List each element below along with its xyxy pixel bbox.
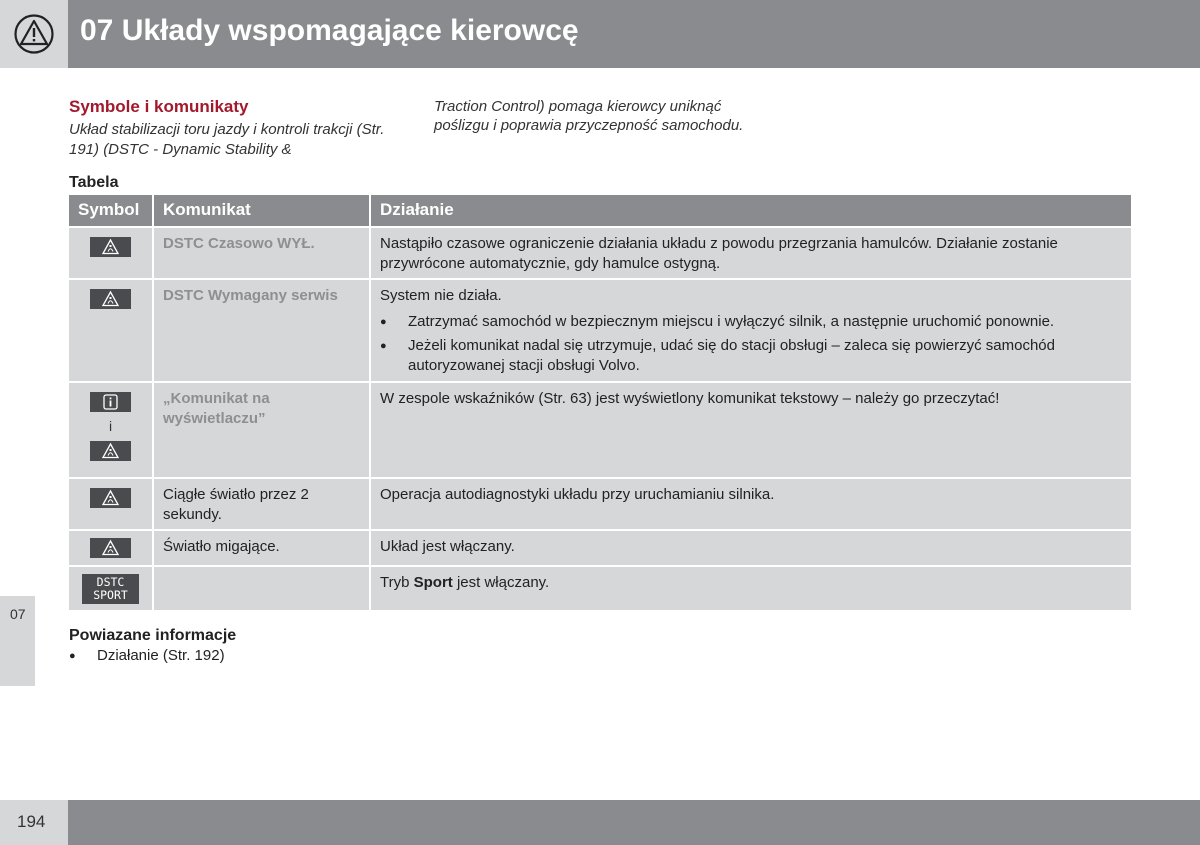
message-cell <box>154 567 369 610</box>
column-header-action: Działanie <box>371 195 1131 226</box>
column-header-symbol: Symbol <box>69 195 152 226</box>
action-text-post: jest włączany. <box>452 574 550 591</box>
section-title: Symbole i komunikaty <box>69 97 249 116</box>
intro-text-right: Traction Control) pomaga kierowcy uniknąć poślizgu i poprawia przyczepność samochodu. <box>434 98 744 134</box>
message-cell: Światło migające. <box>154 531 369 565</box>
message-cell: Ciągłe światło przez 2 sekundy. <box>154 479 369 529</box>
page-header <box>0 0 1200 68</box>
chapter-side-tab <box>0 596 35 686</box>
action-text-bold: Sport <box>413 574 453 591</box>
action-cell: Nastąpiło czasowe ograniczenie działania układu z powodu przegrzania hamulców. Działanie zostanie przywrócone automatycznie, gdy hamulce ostygną. <box>371 228 1131 278</box>
table-header-row <box>69 195 1131 226</box>
warning-triangle-icon <box>13 14 55 54</box>
dstc-warning-icon <box>90 289 131 309</box>
table-row <box>69 280 1131 381</box>
symbol-cell <box>69 228 152 278</box>
symbol-cell <box>69 531 152 565</box>
table-row <box>69 383 1131 477</box>
column-header-message: Komunikat <box>154 195 369 226</box>
message-cell: „Komunikat na wyświetlaczu” <box>154 383 369 477</box>
dstc-sport-line-1: DSTC <box>96 575 125 589</box>
table-row <box>69 228 1131 278</box>
related-info-title: Powiazane informacje <box>69 627 237 644</box>
action-cell: W zespole wskaźników (Str. 63) jest wyświetlony komunikat tekstowy – należy go przeczytać! <box>371 383 1131 477</box>
dstc-warning-icon <box>90 441 131 461</box>
page-footer <box>0 800 1200 845</box>
symbol-cell <box>69 479 152 529</box>
page-number-box <box>0 800 68 845</box>
table-label: Tabela <box>69 174 119 191</box>
dstc-sport-line-2: SPORT <box>93 588 128 602</box>
list-item: ● Zatrzymać samochód w bezpiecznym miejscu i wyłączyć silnik, a następnie uruchomić ponownie. <box>380 312 1123 332</box>
chapter-side-tab-label: 07 <box>10 606 26 622</box>
message-cell: DSTC Wymagany serwis <box>154 280 369 381</box>
action-cell: Operacja autodiagnostyki układu przy uruchamianiu silnika. <box>371 479 1131 529</box>
list-item: ● Jeżeli komunikat nadal się utrzymuje, udać się do stacji obsługi – zaleca się powierzyć samochód autoryzowanej stacji obsługi Volvo. <box>380 336 1123 376</box>
dstc-warning-icon <box>90 488 131 508</box>
action-cell <box>371 280 1131 381</box>
related-link[interactable]: ● Działanie (Str. 192) <box>69 647 225 665</box>
dstc-warning-icon <box>90 538 131 558</box>
related-info-list <box>69 647 225 665</box>
header-icon-box <box>0 0 68 68</box>
page-title: 07 Układy wspomagające kierowcę <box>80 14 579 47</box>
symbol-separator: i <box>108 418 113 434</box>
info-icon <box>90 392 131 412</box>
dstc-warning-icon <box>90 237 131 257</box>
intro-text-left: Układ stabilizacji toru jazdy i kontroli trakcji (Str. 191) (DSTC - Dynamic Stability & <box>69 121 385 158</box>
action-text-pre: Tryb <box>380 574 414 591</box>
action-cell: Układ jest włączany. <box>371 531 1131 565</box>
symbol-cell <box>69 383 152 477</box>
symbol-cell <box>69 280 152 381</box>
table-row <box>69 479 1131 529</box>
message-cell: DSTC Czasowo WYŁ. <box>154 228 369 278</box>
dstc-sport-icon <box>82 574 139 604</box>
action-text: System nie działa. <box>380 287 502 304</box>
action-cell <box>371 567 1131 610</box>
symbol-cell <box>69 567 152 610</box>
action-bullet-list <box>380 312 1123 376</box>
table-row <box>69 567 1131 610</box>
symbols-table <box>69 195 1131 610</box>
table-row <box>69 531 1131 565</box>
page-number: 194 <box>17 812 46 831</box>
